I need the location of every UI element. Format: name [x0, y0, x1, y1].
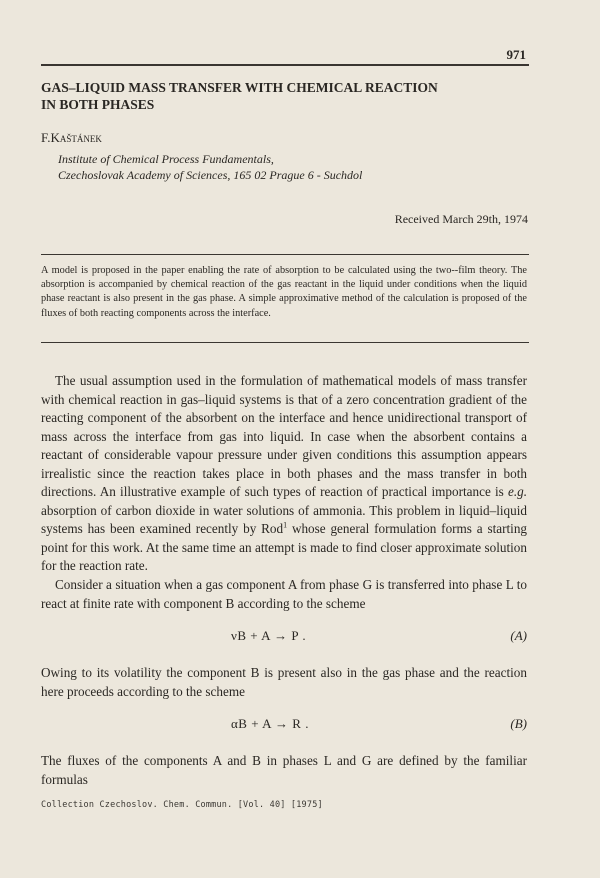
author — [41, 130, 102, 146]
equation-a-label: (A) — [510, 628, 527, 643]
eg-abbreviation: e.g. — [507, 484, 528, 499]
header-rule — [41, 64, 529, 66]
author-surname: Kaštánek — [50, 130, 102, 145]
equation-a-expression: νB + A → P . — [231, 628, 307, 643]
equation-b-expression: αB + A → R . — [231, 716, 309, 731]
abstract-top-rule — [41, 254, 529, 255]
title-line-1: GAS–LIQUID MASS TRANSFER WITH CHEMICAL REACTION — [41, 80, 438, 95]
paragraph-volatility: Owing to its volatility the component B is present also in the gas phase and the reaction here proceeds according to the scheme — [41, 665, 527, 699]
paragraph-intro — [41, 372, 527, 576]
affiliation-line-2: Czechoslovak Academy of Sciences, 165 02 Prague 6 - Suchdol — [58, 168, 363, 182]
page-number: 971 — [506, 47, 526, 62]
paragraph-intro-part-1: The usual assumption used in the formulation of mathematical models of mass transfer with chemical reaction in gas–liquid systems is that of a zero concentration gradient of the reacting component of the absorbent on the interface and hence unidirectional transport of mass across the interface from gas into liquid. In case when the absorbent contains a reactant of considerable vapour pressure under given conditions this assumption appears irrealistic since the reaction takes place in both phases and the mass transfer in both directions. An illustrative example of such types of reaction of practical importance is — [41, 373, 527, 499]
affiliation-line-1: Institute of Chemical Process Fundamentals, — [58, 152, 274, 166]
paragraph-fluxes: The fluxes of the components A and B in phases L and G are defined by the familiar formulas — [41, 753, 527, 787]
journal-footer: Collection Czechoslov. Chem. Commun. [Vol. 40] [1975] — [41, 800, 323, 810]
received-date: Received March 29th, 1974 — [394, 212, 528, 226]
equation-a — [41, 628, 527, 646]
abstract-bottom-rule — [41, 342, 529, 343]
equation-b — [41, 716, 527, 734]
title-line-2: IN BOTH PHASES — [41, 97, 155, 112]
paragraph-situation: Consider a situation when a gas component A from phase G is transferred into phase L to react at finite rate with component B according to the scheme — [41, 577, 527, 611]
affiliation — [58, 151, 362, 183]
reference-superscript: 1 — [283, 520, 288, 530]
author-initial: F. — [41, 130, 51, 145]
equation-b-label: (B) — [510, 716, 527, 731]
article-title — [41, 79, 511, 113]
paragraph-intro-part-2: absorption of carbon dioxide in water solutions of ammonia. This problem in liquid–liquid systems has been examined recently by Rod — [41, 502, 527, 536]
paragraph-intro-part-3: whose general formulation forms a starting point for this work. At the same time an attempt is made to find closer approximate solution for the reaction rate. — [41, 521, 528, 573]
abstract: A model is proposed in the paper enabling the rate of absorption to be calculated using the two--film theory. The absorption is accompanied by chemical reaction of the gas reactant in the liquid under conditions when the liquid phase reactant is also present in the gas phase. A simple approximative method of the calculation is proposed of the fluxes of both reacting components across the interface. — [41, 265, 527, 319]
